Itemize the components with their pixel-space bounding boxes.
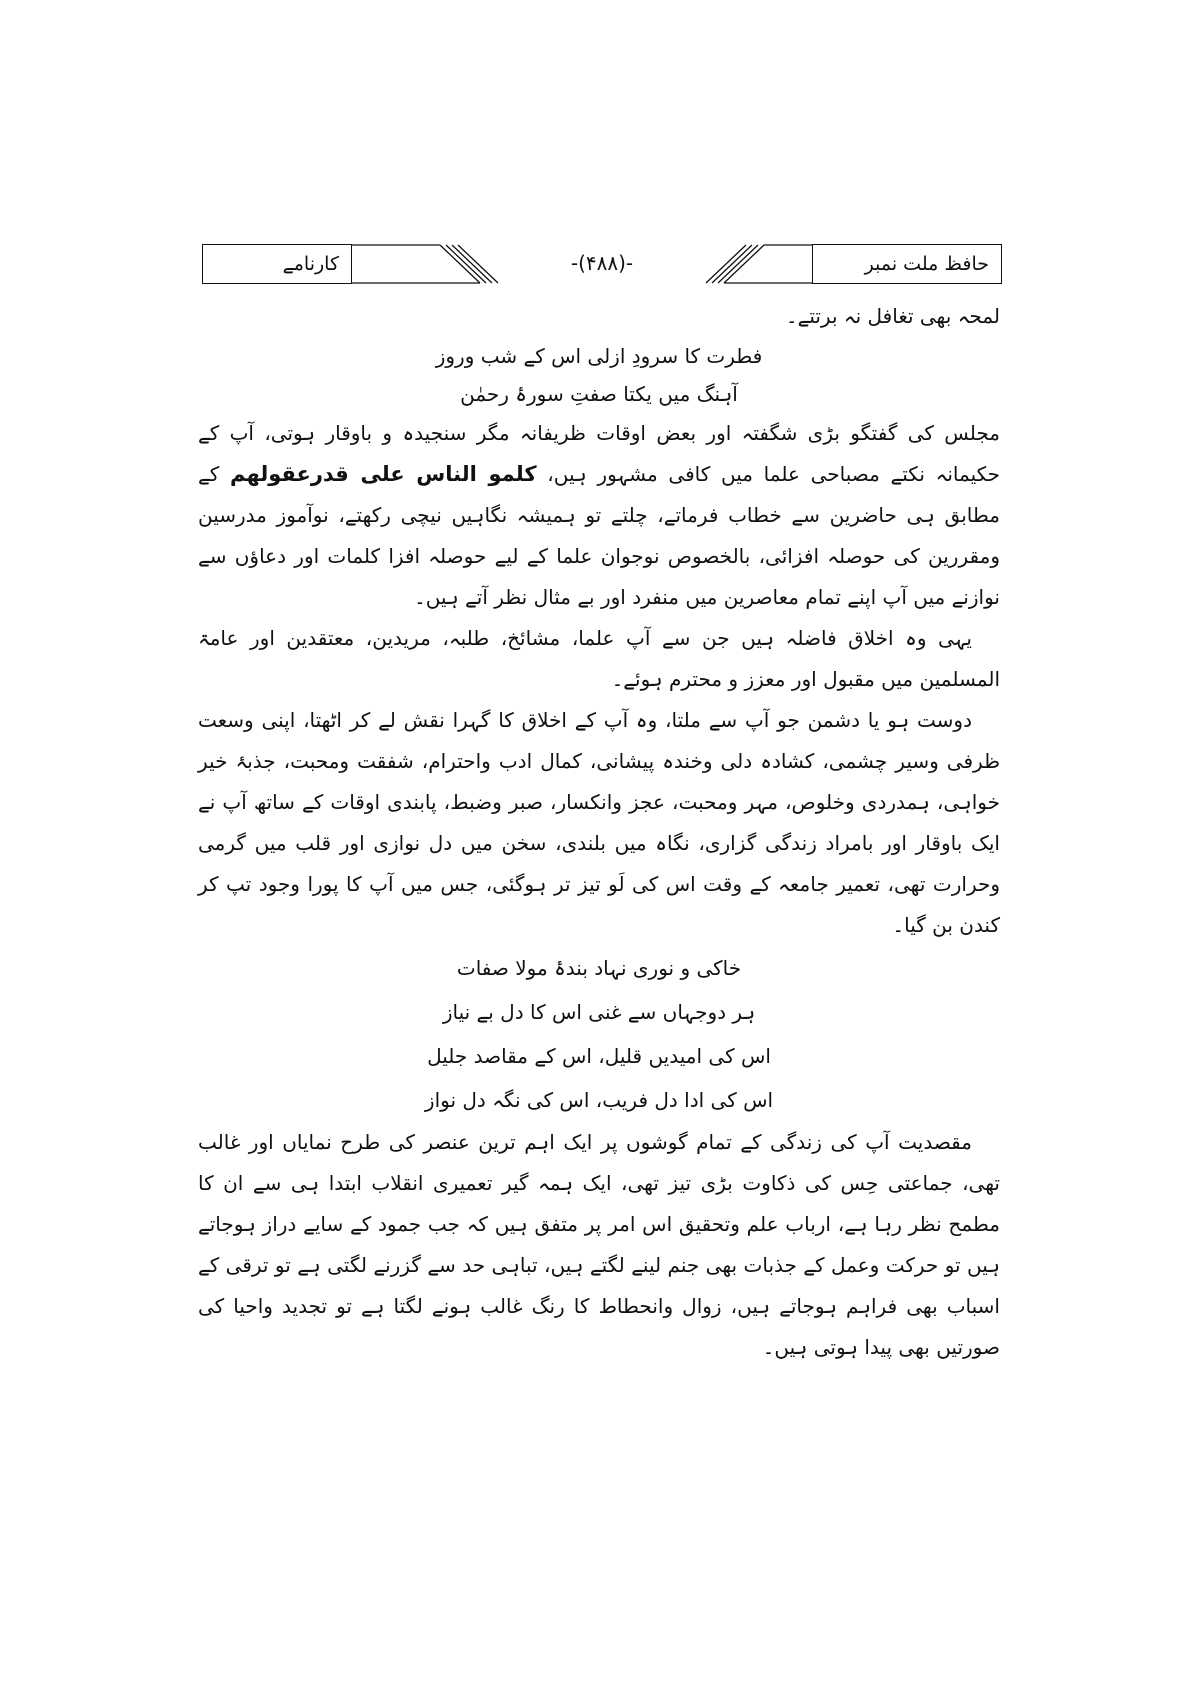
page-header [202,244,1002,288]
page-number: -(۴۸۸)- [570,251,634,275]
paragraph-3: دوست ہو یا دشمن جو آپ سے ملتا، وہ آپ کے اخلاق کا گہرا نقش لے کر اٹھتا، اپنی وسعت ظرفی وسیر چشمی، کشادہ دلی وخندہ پیشانی، کمال ادب واحترام، شفقت ومحبت، جذبۂ خیر خواہی، ہمدردی وخلوص، مہر ومحبت، عجز وانکسار، صبر وضبط، پابندی اوقات کے ساتھ آپ نے ایک باوقار اور بامراد زندگی گزاری، نگاہ میں بلندی، سخن میں دل نوازی اور قلب میں گرمی وحرارت تھی، تعمیر جامعہ کے وقت اس کی لَو تیز تر ہوگئی، جس میں آپ کا پورا وجود تپ کر کندن بن گیا۔ [198,708,1000,937]
header-book-title: حافظ ملت نمبر [864,252,989,275]
verse-block-2 [409,946,789,1122]
verse-block-1 [404,337,794,413]
verse-line: خاکی و نوری نہاد بندۂ مولا صفات [456,956,742,980]
header-book-title-box [812,244,1002,284]
verse-line: اس کی امیدیں قلیل، اس کے مقاصد جلیل [427,1044,771,1068]
main-text [198,296,1000,1368]
paragraph-1-text-after-quote: کے مطابق ہی حاضرین سے خطاب فرماتے، چلتے تو ہمیشہ نگاہیں نیچی رکھتے، نوآموز مدرسین ومقررین کی حوصلہ افزائی، بالخصوص نوجوان علما کے لیے حوصلہ افزا کلمات اور دعاؤں سے نوازنے میں آپ اپنے تمام معاصرین میں منفرد اور بے مثال نظر آتے ہیں۔ [198,462,1000,609]
verse-line: ہر دوجہاں سے غنی اس کا دل بے نیاز [442,1000,756,1024]
paragraph-4: مقصدیت آپ کی زندگی کے تمام گوشوں پر ایک اہم ترین عنصر کی طرح نمایاں اور غالب تھی، جماعتی حِس کی ذکاوت بڑی تیز تھی، ایک ہمہ گیر تعمیری انقلاب ابتدا ہی سے ان کا مطمح نظر رہا ہے، ارباب علم وتحقیق اس امر پر متفق ہیں کہ جب جمود کے سایے دراز ہوجاتے ہیں تو حرکت وعمل کے جذبات بھی جنم لینے لگتے ہیں، تباہی حد سے گزرنے لگتی ہے تو ترقی کے اسباب بھی فراہم ہوجاتے ہیں، زوال وانحطاط کا رنگ غالب ہونے لگتا ہے تو تجدید واحیا کی صورتیں بھی پیدا ہوتی ہیں۔ [198,1130,1000,1359]
header-section-title: کارنامے [282,252,339,275]
verse-line: فطرت کا سرودِ ازلی اس کے شب وروز [435,344,763,368]
paragraph-1 [198,413,1000,618]
paragraph-1-text-before-quote: مجلس کی گفتگو بڑی شگفتہ اور بعض اوقات ظریفانہ مگر سنجیدہ و باوقار ہوتی، آپ کے حکیمانہ نکتے مصباحی علما میں کافی مشہور ہیں، [198,421,1001,486]
verse-line: اس کی ادا دل فریب، اس کی نگہ دل نواز [424,1088,774,1112]
paragraph-2: یہی وہ اخلاق فاضلہ ہیں جن سے آپ علما، مشائخ، طلبہ، مریدین، معتقدین اور عامۃ المسلمین میں مقبول اور معزز و محترم ہوئے۔ [198,626,1000,691]
opening-line: لمحہ بھی تغافل نہ برتتے۔ [785,304,1000,328]
header-section-title-box [202,244,352,284]
verse-line: آہنگ میں یکتا صفتِ سورۂ رحمٰن [460,382,738,406]
arabic-quotation: کلمو الناس علی قدرعقولھم [229,462,537,486]
